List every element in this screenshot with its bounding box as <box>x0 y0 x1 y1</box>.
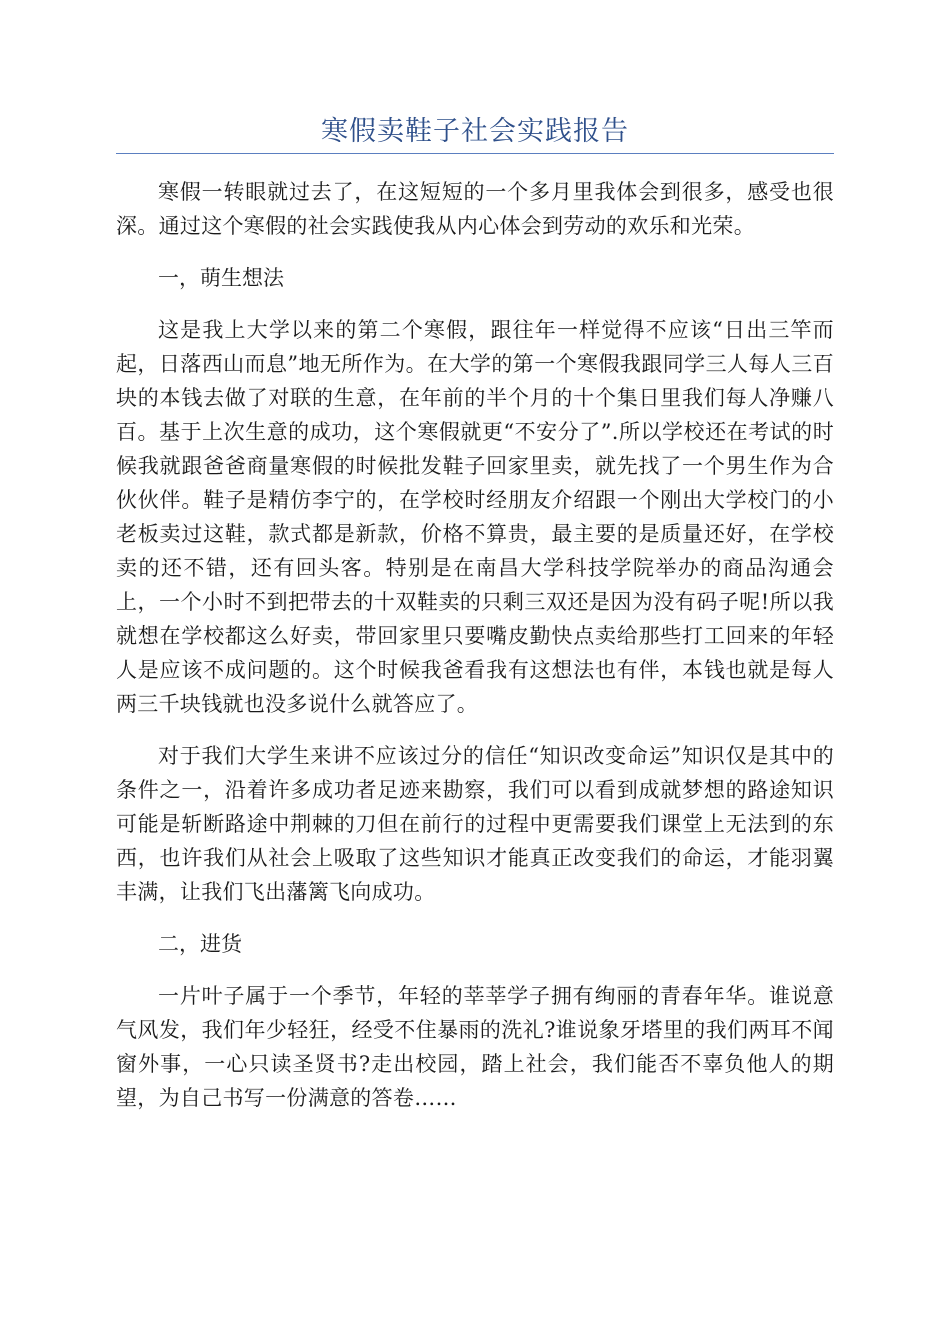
paragraph-purchase: 一片叶子属于一个季节，年轻的莘莘学子拥有绚丽的青春年华。谁说意气风发，我们年少轻狂，经受不住暴雨的洗礼?谁说象牙塔里的我们两耳不闻窗外事，一心只读圣贤书?走出校园，踏上社会，我们能否不辜负他人的期望，为自己书写一份满意的答卷…… <box>116 984 834 1110</box>
paragraph-knowledge: 对于我们大学生来讲不应该过分的信任“知识改变命运”知识仅是其中的条件之一，沿着许多成功者足迹来勘察，我们可以看到成就梦想的路途知识可能是斩断路途中荆棘的刀但在前行的过程中更需要我们课堂上无法到的东西，也许我们从社会上吸取了这些知识才能真正改变我们的命运，才能羽翼丰满，让我们飞出藩篱飞向成功。 <box>116 744 834 904</box>
section-heading-1: 一，萌生想法 <box>158 266 284 290</box>
title-underline <box>116 153 834 154</box>
paragraph-intro: 寒假一转眼就过去了，在这短短的一个多月里我体会到很多，感受也很深。通过这个寒假的社会实践使我从内心体会到劳动的欢乐和光荣。 <box>116 180 834 238</box>
document-title: 寒假卖鞋子社会实践报告 <box>321 116 629 147</box>
paragraph-idea: 这是我上大学以来的第二个寒假，跟往年一样觉得不应该“日出三竿而起，日落西山而息”地无所作为。在大学的第一个寒假我跟同学三人每人三百块的本钱去做了对联的生意，在年前的半个月的十个集日里我们每人净赚八百。基于上次生意的成功，这个寒假就更“不安分了”.所以学校还在考试的时候我就跟爸爸商量寒假的时候批发鞋子回家里卖，就先找了一个男生作为合伙伙伴。鞋子是精仿李宁的，在学校时经朋友介绍跟一个刚出大学校门的小老板卖过这鞋，款式都是新款，价格不算贵，最主要的是质量还好，在学校卖的还不错，还有回头客。特别是在南昌大学科技学院举办的商品沟通会上，一个小时不到把带去的十双鞋卖的只剩三双还是因为没有码子呢!所以我就想在学校都这么好卖，带回家里只要嘴皮勤快点卖给那些打工回来的年轻人是应该不成问题的。这个时候我爸看我有这想法也有伴，本钱也就是每人两三千块钱就也没多说什么就答应了。 <box>116 318 834 716</box>
section-heading-2: 二，进货 <box>158 932 242 956</box>
document-body <box>116 175 834 1133</box>
